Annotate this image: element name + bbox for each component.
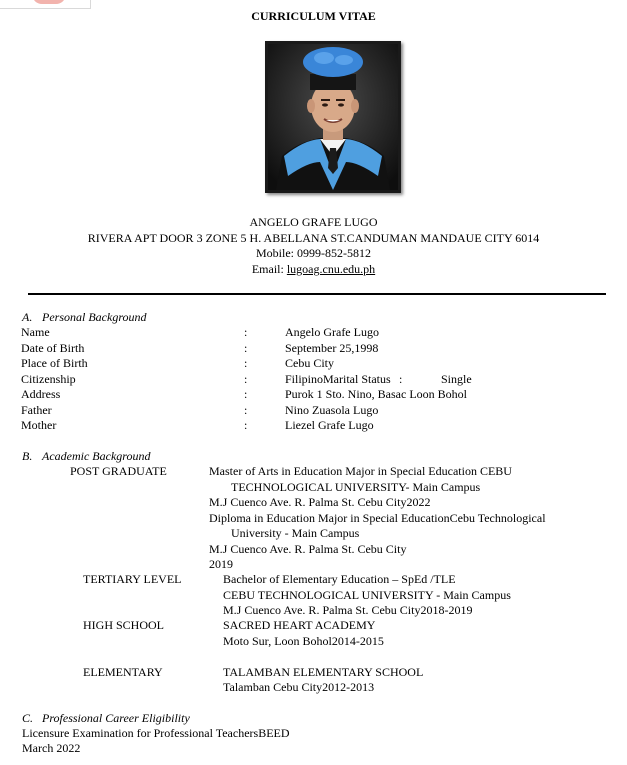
career-line: Licensure Examination for Professional TeachersBEED (22, 726, 290, 740)
high-school-line: Moto Sur, Loon Bohol2014-2015 (223, 634, 384, 648)
section-a-letter: A. (22, 310, 33, 324)
tertiary-line: CEBU TECHNOLOGICAL UNIVERSITY - Main Campus (223, 588, 511, 602)
field-label: Father (21, 403, 52, 417)
email-label: Email: (251, 262, 287, 276)
elementary-line: Talamban Cebu City2012-2013 (223, 680, 375, 694)
post-graduate-line: M.J Cuenco Ave. R. Palma St. Cebu City (209, 542, 407, 556)
field-value: Single (441, 372, 472, 386)
email-link[interactable]: lugoag.cnu.edu.ph (286, 262, 376, 276)
field-colon: : (244, 341, 248, 355)
section-b-letter: B. (22, 449, 33, 463)
field-label: Mother (21, 418, 57, 432)
field-label: Citizenship (21, 372, 76, 386)
post-graduate-line: 2019 (209, 557, 233, 571)
field-value: Purok 1 Sto. Nino, Basac Loon Bohol (285, 387, 467, 401)
applicant-name: ANGELO GRAFE LUGO (249, 215, 378, 229)
applicant-email (0, 262, 627, 276)
section-c-letter: C. (22, 711, 34, 725)
tertiary-line: Bachelor of Elementary Education – SpEd /TLE (223, 572, 456, 586)
post-graduate-line: TECHNOLOGICAL UNIVERSITY- Main Campus (231, 480, 481, 494)
field-label: Name (21, 325, 50, 339)
field-label: Date of Birth (21, 341, 85, 355)
field-colon: : (244, 387, 248, 401)
section-c-heading: Professional Career Eligibility (42, 711, 190, 725)
high-school-label: HIGH SCHOOL (83, 618, 164, 632)
section-b-heading: Academic Background (42, 449, 151, 463)
header-divider (28, 293, 606, 295)
field-value: September 25,1998 (285, 341, 379, 355)
field-label: Place of Birth (21, 356, 88, 370)
field-colon: : (244, 372, 248, 386)
elementary-label: ELEMENTARY (83, 665, 163, 679)
document-title: CURRICULUM VITAE (251, 9, 376, 23)
field-value: Cebu City (285, 356, 335, 370)
post-graduate-line: Diploma in Education Major in Special EducationCebu Technological (209, 511, 546, 525)
applicant-address: RIVERA APT DOOR 3 ZONE 5 H. ABELLANA ST.CANDUMAN MANDAUE CITY 6014 (87, 231, 540, 245)
career-line: March 2022 (22, 741, 81, 755)
header-logo-fragment (0, 0, 91, 9)
profile-photo (265, 41, 401, 193)
field-colon: : (244, 403, 248, 417)
field-colon: : (244, 325, 248, 339)
post-graduate-label: POST GRADUATE (70, 464, 167, 478)
post-graduate-line: M.J Cuenco Ave. R. Palma St. Cebu City2022 (209, 495, 431, 509)
field-colon: : (244, 418, 248, 432)
post-graduate-line: University - Main Campus (231, 526, 360, 540)
tertiary-label: TERTIARY LEVEL (83, 572, 182, 586)
field-value: Liezel Grafe Lugo (285, 418, 374, 432)
field-colon: : (244, 356, 248, 370)
section-a-heading: Personal Background (42, 310, 147, 324)
tertiary-line: M.J Cuenco Ave. R. Palma St. Cebu City2018-2019 (223, 603, 473, 617)
field-value: Nino Zuasola Lugo (285, 403, 379, 417)
post-graduate-line: Master of Arts in Education Major in Special Education CEBU (209, 464, 512, 478)
elementary-line: TALAMBAN ELEMENTARY SCHOOL (223, 665, 424, 679)
high-school-line: SACRED HEART ACADEMY (223, 618, 376, 632)
field-value: FilipinoMarital Status (285, 372, 391, 386)
field-colon: : (399, 372, 403, 386)
field-label: Address (21, 387, 61, 401)
applicant-mobile: Mobile: 0999-852-5812 (256, 246, 371, 260)
field-value: Angelo Grafe Lugo (285, 325, 379, 339)
